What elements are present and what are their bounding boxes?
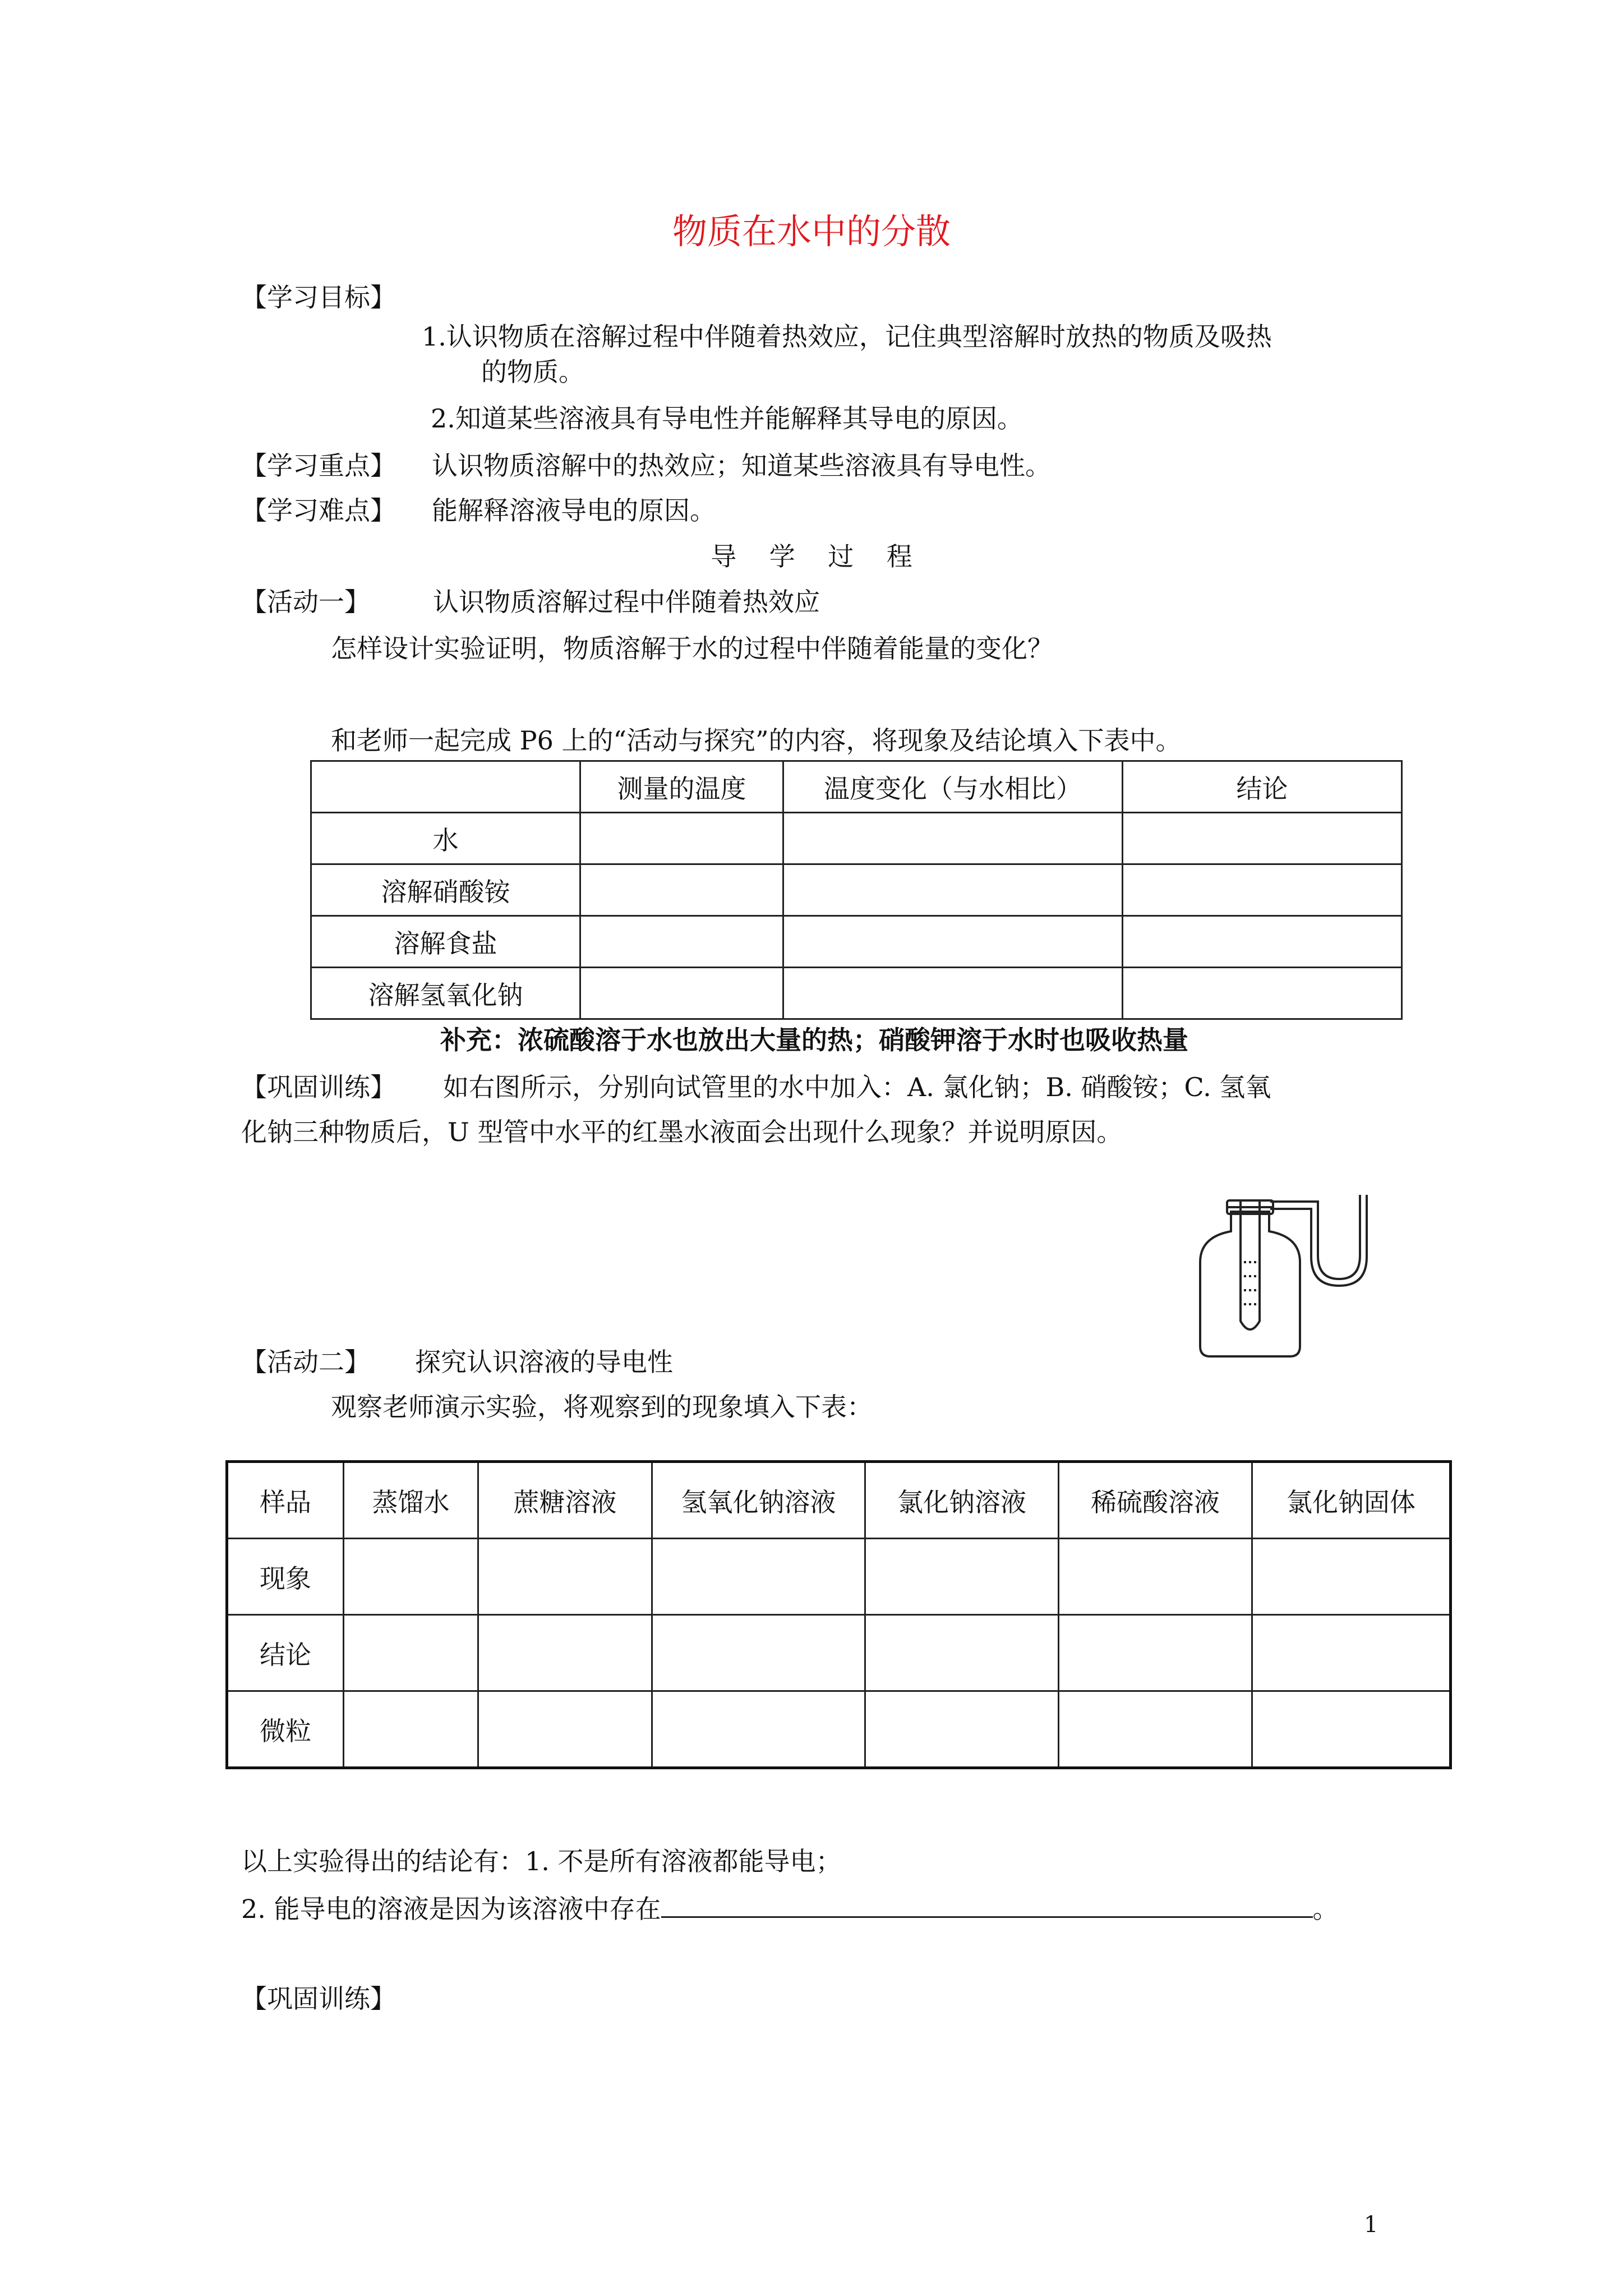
table-header-cell: 蒸馏水 (344, 1462, 478, 1539)
objective-1-line-1: 1.认识物质在溶解过程中伴随着热效应，记住典型溶解时放热的物质及吸热 (422, 321, 1272, 352)
difficulty-label: 【学习难点】 (241, 495, 396, 526)
table-input-cell[interactable] (865, 1691, 1059, 1768)
table-input-cell[interactable] (580, 916, 783, 968)
heat-effect-table (310, 760, 1403, 1020)
focus-text: 认识物质溶解中的热效应；知道某些溶液具有导电性。 (432, 450, 1051, 481)
supplement-note: 补充：浓硫酸溶于水也放出大量的热；硝酸钾溶于水时也吸收热量 (440, 1025, 1188, 1055)
row-label: 溶解食盐 (311, 916, 580, 968)
objective-2: 2.知道某些溶液具有导电性并能解释其导电的原因。 (431, 403, 1023, 434)
table-header-cell: 氢氧化钠溶液 (652, 1462, 865, 1539)
conclusion-line-1: 以上实验得出的结论有：1. 不是所有溶液都能导电； (241, 1846, 842, 1876)
activity1-title: 认识物质溶解过程中伴随着热效应 (433, 587, 820, 617)
objectives-label: 【学习目标】 (241, 282, 396, 312)
page-number: 1 (1364, 2212, 1378, 2238)
table-input-cell[interactable] (652, 1539, 865, 1615)
table-input-cell[interactable] (652, 1691, 865, 1768)
test-tube-icon (1241, 1200, 1260, 1329)
table-row (311, 813, 1402, 864)
table-input-cell[interactable] (1059, 1615, 1252, 1691)
table-input-cell[interactable] (580, 968, 783, 1019)
activity2-label: 【活动二】 (241, 1347, 370, 1377)
table-row (227, 1691, 1451, 1768)
table-input-cell[interactable] (1252, 1691, 1451, 1768)
table-input-cell[interactable] (478, 1691, 652, 1768)
table-input-cell[interactable] (652, 1615, 865, 1691)
table-header-cell: 蔗糖溶液 (478, 1462, 652, 1539)
table-input-cell[interactable] (1252, 1615, 1451, 1691)
practice1-label: 【巩固训练】 (241, 1072, 396, 1102)
table-input-cell[interactable] (580, 864, 783, 916)
conductivity-table (225, 1460, 1452, 1769)
table-input-cell[interactable] (865, 1539, 1059, 1615)
table-header-row (311, 761, 1402, 813)
table-input-cell[interactable] (344, 1615, 478, 1691)
activity1-question: 怎样设计实验证明，物质溶解于水的过程中伴随着能量的变化？ (331, 633, 1053, 664)
table-header-cell: 测量的温度 (580, 761, 783, 813)
table-input-cell[interactable] (1252, 1539, 1451, 1615)
conclusion-line-2-suffix: 。 (1312, 1894, 1339, 1924)
focus-label: 【学习重点】 (241, 450, 396, 481)
fill-in-blank[interactable] (661, 1890, 1313, 1918)
table-header-cell: 氯化钠固体 (1252, 1462, 1451, 1539)
table-header-cell (311, 761, 580, 813)
practice1-line-1: 如右图所示，分别向试管里的水中加入：A. 氯化钠；B. 硝酸铵；C. 氢氧 (443, 1072, 1271, 1102)
table-header-cell: 样品 (227, 1462, 344, 1539)
table-header-cell: 结论 (1123, 761, 1402, 813)
table-input-cell[interactable] (783, 864, 1123, 916)
table-input-cell[interactable] (1123, 813, 1402, 864)
row-label: 溶解氢氧化钠 (311, 968, 580, 1019)
table-input-cell[interactable] (478, 1539, 652, 1615)
table-input-cell[interactable] (580, 813, 783, 864)
activity1-label: 【活动一】 (241, 587, 370, 617)
table-row (311, 916, 1402, 968)
process-heading: 导 学 过 程 (711, 541, 912, 572)
table-row (311, 968, 1402, 1019)
bottle-icon (1200, 1212, 1300, 1356)
table-input-cell[interactable] (783, 968, 1123, 1019)
table-input-cell[interactable] (344, 1691, 478, 1768)
table-row (227, 1615, 1451, 1691)
table-input-cell[interactable] (1123, 916, 1402, 968)
difficulty-text: 能解释溶液导电的原因。 (432, 495, 716, 526)
table-header-cell: 氯化钠溶液 (865, 1462, 1059, 1539)
activity2-instruction: 观察老师演示实验，将观察到的现象填入下表： (331, 1392, 873, 1422)
table-input-cell[interactable] (1059, 1539, 1252, 1615)
table-input-cell[interactable] (865, 1615, 1059, 1691)
page-title: 物质在水中的分散 (672, 211, 951, 252)
table-input-cell[interactable] (783, 813, 1123, 864)
table-input-cell[interactable] (1123, 864, 1402, 916)
conclusion-line-2-prefix: 2. 能导电的溶液是因为该溶液中存在 (241, 1894, 661, 1924)
practice1-line-2: 化钠三种物质后，U 型管中水平的红墨水液面会出现什么现象？并说明原因。 (241, 1117, 1123, 1147)
table-header-cell: 稀硫酸溶液 (1059, 1462, 1252, 1539)
table-header-cell: 温度变化（与水相比） (783, 761, 1123, 813)
activity2-title: 探究认识溶液的导电性 (415, 1347, 673, 1377)
conclusion-line-2 (241, 1890, 1339, 1925)
table-input-cell[interactable] (1123, 968, 1402, 1019)
table-input-cell[interactable] (1059, 1691, 1252, 1768)
apparatus-figure (1178, 1178, 1374, 1363)
practice2-label: 【巩固训练】 (241, 1984, 396, 2014)
objective-1-line-2: 的物质。 (481, 357, 584, 387)
table-input-cell[interactable] (783, 916, 1123, 968)
row-label: 结论 (227, 1615, 344, 1691)
table-header-row (227, 1462, 1451, 1539)
row-label: 微粒 (227, 1691, 344, 1768)
table-input-cell[interactable] (344, 1539, 478, 1615)
table-row (227, 1539, 1451, 1615)
table-row (311, 864, 1402, 916)
row-label: 水 (311, 813, 580, 864)
row-label: 现象 (227, 1539, 344, 1615)
table-input-cell[interactable] (478, 1615, 652, 1691)
activity1-instruction: 和老师一起完成 P6 上的“活动与探究”的内容，将现象及结论填入下表中。 (331, 725, 1182, 756)
row-label: 溶解硝酸铵 (311, 864, 580, 916)
